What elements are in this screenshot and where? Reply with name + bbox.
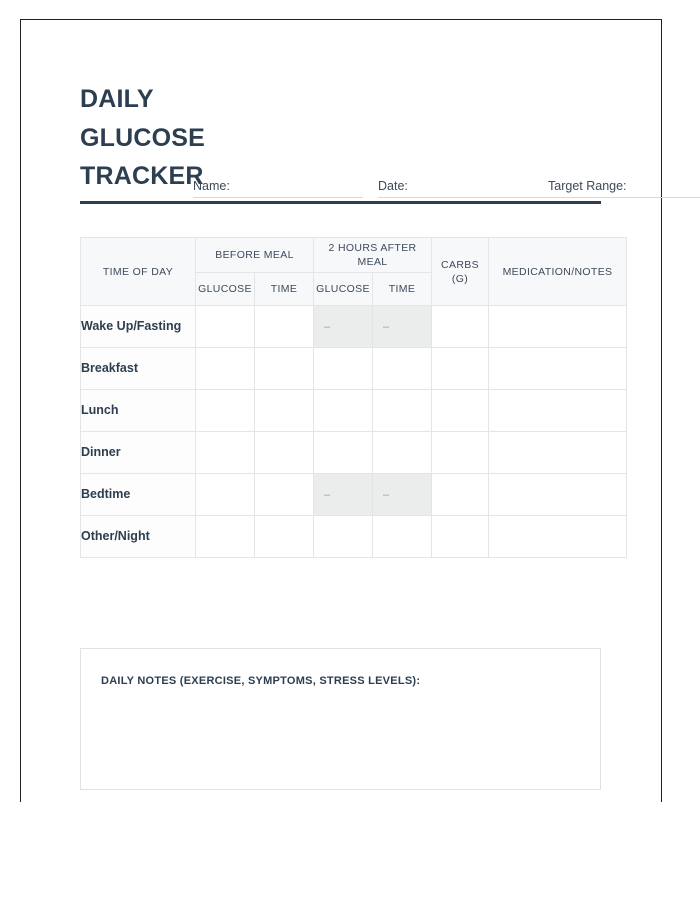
col-header-after-meal: 2 HOURS AFTER MEAL: [314, 238, 432, 273]
cell-time-before[interactable]: [255, 474, 314, 516]
cell-medication-notes[interactable]: [489, 432, 627, 474]
cell-time-after: –: [373, 474, 432, 516]
name-field-label: Name:: [193, 179, 230, 193]
cell-carbs[interactable]: [432, 474, 489, 516]
cell-carbs[interactable]: [432, 306, 489, 348]
cell-time-before[interactable]: [255, 306, 314, 348]
cell-time-before[interactable]: [255, 390, 314, 432]
cell-medication-notes[interactable]: [489, 348, 627, 390]
row-label-2: Breakfast: [81, 348, 196, 390]
cell-glucose-before[interactable]: [196, 516, 255, 558]
cell-medication-notes[interactable]: [489, 474, 627, 516]
cell-carbs[interactable]: [432, 390, 489, 432]
table-row: [81, 390, 627, 432]
row-label-3: Lunch: [81, 390, 196, 432]
cell-medication-notes[interactable]: [489, 390, 627, 432]
cell-time-before[interactable]: [255, 516, 314, 558]
target-range-field[interactable]: [548, 176, 700, 198]
table-row: [81, 348, 627, 390]
col-subheader-glucose-after: GLUCOSE: [314, 273, 373, 306]
cell-glucose-after[interactable]: [314, 432, 373, 474]
cell-glucose-before[interactable]: [196, 474, 255, 516]
page-title: DAILY GLUCOSE TRACKER: [80, 85, 206, 190]
cell-time-after[interactable]: [373, 348, 432, 390]
table-row: [81, 432, 627, 474]
col-header-medication-notes: MEDICATION/NOTES: [489, 238, 627, 306]
target-range-field-label: Target Range:: [548, 179, 627, 193]
cell-glucose-after: –: [314, 306, 373, 348]
daily-notes-box[interactable]: [80, 648, 601, 790]
col-subheader-time-after: TIME: [373, 273, 432, 306]
meta-field-row: [193, 174, 700, 198]
row-label-5: Bedtime: [81, 474, 196, 516]
col-header-carbs-line2: (G): [451, 272, 469, 285]
row-label-1: Wake Up/Fasting: [81, 306, 196, 348]
date-field-rule: [378, 197, 548, 198]
cell-glucose-before[interactable]: [196, 432, 255, 474]
table-row: [81, 474, 627, 516]
name-field[interactable]: [193, 176, 363, 198]
daily-notes-label: DAILY NOTES (EXERCISE, SYMPTOMS, STRESS LEVELS):: [101, 675, 421, 687]
col-header-carbs: [432, 238, 489, 306]
cell-glucose-before[interactable]: [196, 390, 255, 432]
cell-time-after[interactable]: [373, 516, 432, 558]
col-header-before-meal: BEFORE MEAL: [196, 238, 314, 273]
cell-glucose-before[interactable]: [196, 306, 255, 348]
cell-time-after: –: [373, 306, 432, 348]
cell-time-after[interactable]: [373, 390, 432, 432]
masthead: [80, 80, 640, 205]
table-header: [81, 238, 627, 306]
row-label-6: Other/Night: [81, 516, 196, 558]
col-subheader-glucose-before: GLUCOSE: [196, 273, 255, 306]
header-divider-rule: [80, 201, 601, 204]
col-subheader-time-before: TIME: [255, 273, 314, 306]
cell-glucose-after: –: [314, 474, 373, 516]
cell-glucose-after[interactable]: [314, 516, 373, 558]
name-field-rule: [193, 197, 363, 198]
table-header-row-top: [81, 238, 627, 273]
table-body: [81, 306, 627, 558]
col-header-carbs-line1: CARBS: [441, 258, 479, 271]
cell-carbs[interactable]: [432, 348, 489, 390]
cell-time-after[interactable]: [373, 432, 432, 474]
glucose-tracker-table: [80, 237, 627, 558]
cell-medication-notes[interactable]: [489, 306, 627, 348]
cell-medication-notes[interactable]: [489, 516, 627, 558]
date-field[interactable]: [378, 176, 548, 198]
row-label-4: Dinner: [81, 432, 196, 474]
date-field-label: Date:: [378, 179, 408, 193]
table-row: [81, 516, 627, 558]
cell-carbs[interactable]: [432, 432, 489, 474]
target-range-field-rule: [548, 197, 700, 198]
table-row: [81, 306, 627, 348]
cell-time-before[interactable]: [255, 432, 314, 474]
cell-time-before[interactable]: [255, 348, 314, 390]
col-header-time-of-day: TIME OF DAY: [81, 238, 196, 306]
cell-glucose-after[interactable]: [314, 390, 373, 432]
cell-glucose-after[interactable]: [314, 348, 373, 390]
cell-glucose-before[interactable]: [196, 348, 255, 390]
cell-carbs[interactable]: [432, 516, 489, 558]
tracker-table-container: [80, 237, 613, 558]
